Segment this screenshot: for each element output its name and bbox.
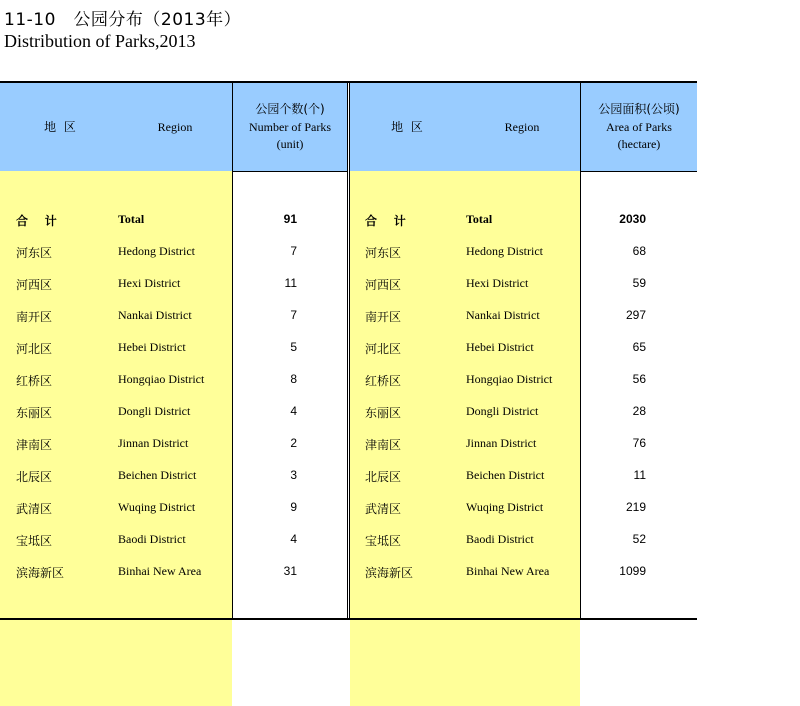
region-name-en: Total <box>466 212 493 226</box>
region-name-cn: 津南区 <box>365 438 402 452</box>
park-area-value: 59 <box>632 276 646 290</box>
park-count-value: 7 <box>290 308 297 322</box>
park-count-value: 4 <box>290 404 297 418</box>
region-name-cn: 红桥区 <box>16 374 53 388</box>
panel-separator <box>347 83 348 618</box>
park-area-value: 76 <box>632 436 646 450</box>
right-header-area-cn: 公园面积(公顷) <box>598 102 680 116</box>
region-name-en: Nankai District <box>118 308 192 322</box>
region-name-en: Wuqing District <box>118 500 196 514</box>
region-name-en: Wuqing District <box>466 500 544 514</box>
table-row <box>350 500 697 520</box>
region-name-en: Hedong District <box>118 244 195 258</box>
region-name-en: Baodi District <box>466 532 534 546</box>
region-name-cn: 合 计 <box>365 214 406 228</box>
table-row <box>350 468 697 488</box>
left-header-region-en: Region <box>157 120 193 134</box>
table-row <box>350 276 697 296</box>
park-count-value: 3 <box>290 468 297 482</box>
park-count-value: 91 <box>283 212 297 226</box>
right-header-rule <box>580 171 697 172</box>
table-row <box>350 404 697 424</box>
park-area-value: 297 <box>625 308 646 322</box>
park-area-value: 56 <box>632 372 646 386</box>
region-name-en: Nankai District <box>466 308 540 322</box>
left-header-parks-en: Number of Parks <box>249 120 331 134</box>
table-row <box>0 436 347 456</box>
left-header-rule <box>232 171 347 172</box>
table-row <box>0 244 347 264</box>
region-name-cn: 北辰区 <box>365 470 402 484</box>
table-row <box>0 500 347 520</box>
region-name-cn: 红桥区 <box>365 374 402 388</box>
region-name-cn: 滨海新区 <box>365 566 414 580</box>
region-name-en: Baodi District <box>118 532 186 546</box>
region-name-en: Hongqiao District <box>118 372 205 386</box>
left-header-parks-unit: (unit) <box>276 137 304 151</box>
region-name-en: Hedong District <box>466 244 543 258</box>
park-count-value: 5 <box>290 340 297 354</box>
region-name-cn: 合 计 <box>16 214 57 228</box>
region-name-en: Jinnan District <box>118 436 189 450</box>
region-name-cn: 东丽区 <box>16 406 53 420</box>
park-area-value: 68 <box>632 244 646 258</box>
region-name-cn: 宝坻区 <box>365 534 402 548</box>
table-row <box>350 340 697 360</box>
park-area-value: 28 <box>632 404 646 418</box>
region-name-cn: 武清区 <box>365 502 402 516</box>
region-name-cn: 河东区 <box>365 246 402 260</box>
park-area-value: 2030 <box>619 212 646 226</box>
park-area-value: 1099 <box>619 564 646 578</box>
region-name-cn: 东丽区 <box>365 406 402 420</box>
region-name-cn: 河东区 <box>16 246 53 260</box>
table-number-title-cn: 11-10 公园分布（2013年） <box>4 10 242 30</box>
region-name-cn: 南开区 <box>365 310 402 324</box>
park-count-value: 2 <box>290 436 297 450</box>
table-row <box>0 276 347 296</box>
region-name-cn: 北辰区 <box>16 470 53 484</box>
right-header-region-en: Region <box>504 120 540 134</box>
table-row <box>350 212 697 232</box>
region-name-en: Dongli District <box>118 404 191 418</box>
park-count-value: 9 <box>290 500 297 514</box>
region-name-en: Hexi District <box>118 276 181 290</box>
region-name-en: Beichen District <box>118 468 197 482</box>
region-name-en: Hongqiao District <box>466 372 553 386</box>
table-row <box>350 244 697 264</box>
park-count-value: 4 <box>290 532 297 546</box>
table-row <box>0 308 347 328</box>
region-name-en: Beichen District <box>466 468 545 482</box>
table-row <box>0 404 347 424</box>
region-name-en: Total <box>118 212 145 226</box>
region-name-en: Dongli District <box>466 404 539 418</box>
region-name-cn: 宝坻区 <box>16 534 53 548</box>
region-name-cn: 河北区 <box>16 342 53 356</box>
park-area-value: 11 <box>633 468 646 482</box>
park-area-value: 52 <box>632 532 646 546</box>
region-name-cn: 河西区 <box>365 278 402 292</box>
region-name-cn: 河西区 <box>16 278 53 292</box>
table-title-en: Distribution of Parks,2013 <box>4 31 196 51</box>
region-name-en: Binhai New Area <box>118 564 202 578</box>
left-header-region-cn: 地 区 <box>44 120 76 134</box>
region-name-en: Hebei District <box>118 340 186 354</box>
table-row <box>350 372 697 392</box>
region-name-en: Jinnan District <box>466 436 537 450</box>
table-row <box>0 532 347 552</box>
table-row <box>0 468 347 488</box>
region-name-en: Hexi District <box>466 276 529 290</box>
table-row <box>0 372 347 392</box>
region-name-en: Binhai New Area <box>466 564 550 578</box>
table-row <box>350 532 697 552</box>
table-row <box>0 564 347 584</box>
table-row <box>350 436 697 456</box>
right-header-region-cn: 地 区 <box>391 120 423 134</box>
region-name-cn: 南开区 <box>16 310 53 324</box>
region-name-cn: 滨海新区 <box>16 566 65 580</box>
park-count-value: 7 <box>290 244 297 258</box>
region-name-cn: 津南区 <box>16 438 53 452</box>
right-header-area-en: Area of Parks <box>606 120 672 134</box>
table-row <box>0 340 347 360</box>
region-name-en: Hebei District <box>466 340 534 354</box>
table-row <box>350 308 697 328</box>
park-count-value: 11 <box>284 276 297 290</box>
park-count-value: 31 <box>283 564 297 578</box>
table-row <box>350 564 697 584</box>
region-name-cn: 河北区 <box>365 342 402 356</box>
park-count-value: 8 <box>290 372 297 386</box>
right-header-area-unit: (hectare) <box>617 137 661 151</box>
region-name-cn: 武清区 <box>16 502 53 516</box>
park-area-value: 219 <box>625 500 646 514</box>
park-area-value: 65 <box>632 340 646 354</box>
table-row <box>0 212 347 232</box>
left-header-parks-cn: 公园个数(个) <box>255 102 325 116</box>
